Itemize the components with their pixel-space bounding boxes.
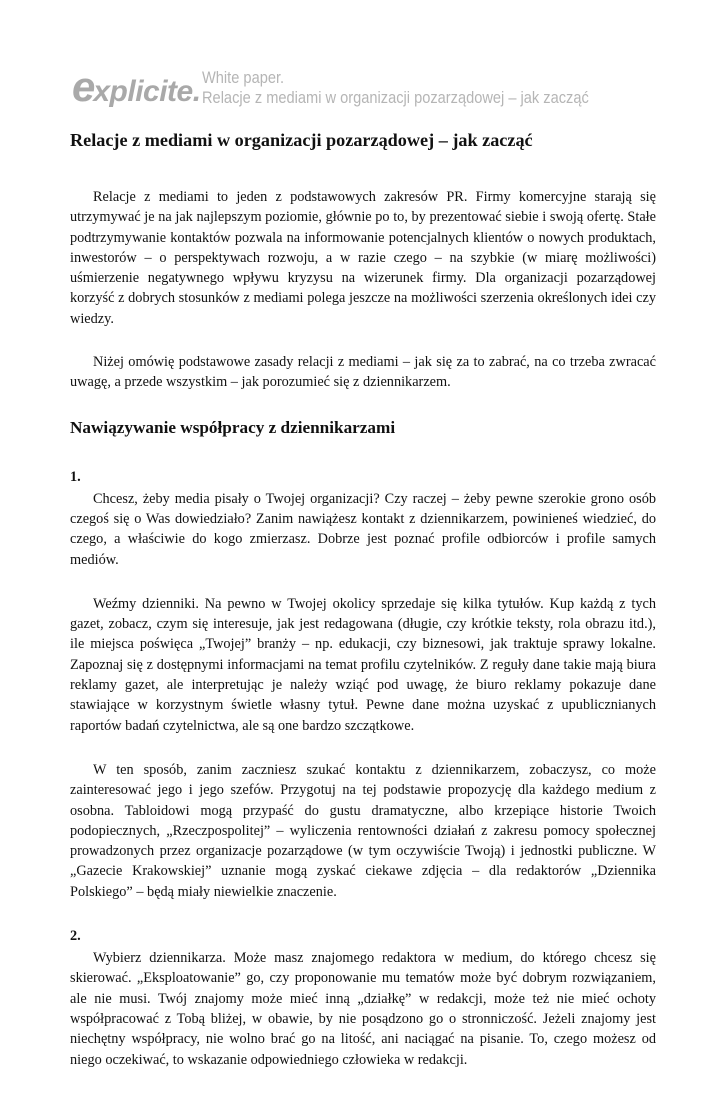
intro-paragraph-2: Niżej omówię podstawowe zasady relacji z mediami – jak się za to zabrać, na co trzeba zwracać uwagę, a przede wszystkim – jak porozumieć się z dziennikarzem. xyxy=(70,354,656,391)
document-title: Relacje z mediami w organizacji pozarządowej – jak zacząć xyxy=(70,130,533,150)
header-caption xyxy=(202,68,589,108)
point-number-2: 2. xyxy=(70,928,81,945)
document-body xyxy=(70,128,656,1093)
logo-wordmark: xplicite. xyxy=(93,75,201,108)
point2-paragraph-1: Wybierz dziennikarza. Może masz znajomego redaktora w medium, do którego chcesz się skierować. „Eksploatowanie” go, czy proponowanie mu tematów może być dobrym rozwiązaniem, ale nie musi. Twój znajomy może mieć inną „działkę” w redakcji, może też nie mieć ochoty współpracować z Tobą bliżej, w obawie, by nie posądzono go o stronniczość. Jeżeli znajomy jest niechętny współpracy, nie wolno brać go na litość, ani naciągać na pisanie. To, czego możesz od niego oczekiwać, to wskazanie odpowiedniego człowieka w redakcji. xyxy=(70,950,656,1068)
header-doc-type: White paper. xyxy=(202,68,285,87)
point-number-1: 1. xyxy=(70,468,81,485)
page-header xyxy=(72,63,592,116)
point1-paragraph-3: W ten sposób, zanim zaczniesz szukać kontaktu z dziennikarzem, zobaczysz, co może zainteresować jego i jego szefów. Przygotuj na tej podstawie propozycję dla każdego medium z osobna. Tabloidowi mogą przypaść do gustu dramatyczne, albo krzepiące historie Twoich podopiecznych, „Rzeczpospolitej” – wyliczenia rentowności działań z zakresu pomocy społecznej prowadzonych przez organizacje pozarządowe (w tym oczywiście Twoją) i jednostki publiczne. W „Gazecie Krakowskiej” uznanie mogą zyskać ciekawe zdjęcia – dla redaktorów „Dziennika Polskiego” – będą miały niewielkie znaczenie. xyxy=(70,761,656,900)
intro-paragraph-1: Relacje z mediami to jeden z podstawowych zakresów PR. Firmy komercyjne starają się utrzymywać je na jak najlepszym poziomie, głównie po to, by prezentować siebie i swoją ofertę. Stałe podtrzymywanie kontaktów pozwala na informowanie potencjalnych klientów o nowych produktach, inwestorów – o perspektywach rozwoju, a w razie czego – na szybkie (w miarę możliwości) uśmierzenie negatywnego wpływu kryzysu na wizerunek firmy. Dla organizacji pozarządowej korzyść z dobrych stosunków z mediami polega jeszcze na możliwości szerzenia określonych idei czy wiedzy. xyxy=(70,189,656,327)
point1-paragraph-1: Chcesz, żeby media pisały o Twojej organizacji? Czy raczej – żeby pewne szerokie grono osób czegoś się o Was dowiedziało? Zanim nawiążesz kontakt z dziennikarzem, powinieneś wiedzieć, do czego, a właściwie do kogo zmierzasz. Dobrze jest poznać profile odbiorców i profile samych mediów. xyxy=(70,490,656,568)
explicite-logo xyxy=(72,63,201,110)
header-doc-title: Relacje z mediami w organizacji pozarządowej – jak zacząć xyxy=(202,88,589,107)
point1-paragraph-2: Weźmy dzienniki. Na pewno w Twojej okolicy sprzedaje się kilka tytułów. Kup każdą z tych gazet, zobacz, czym się interesuje, jak jest redagowana (długie, czy krótkie teksty, rola obrazu itd.), ile miejsca poświęca „Twojej” branży – np. edukacji, czy biznesowi, jak traktuje sprawy lokalne. Zapoznaj się z dostępnymi informacjami na temat profilu czytelników. Z reguły dane takie mają biura reklamy gazet, ale interpretując je należy wziąć pod uwagę, że biuro reklamy pokazuje dane stawiające w korzystnym świetle własny tytuł. Pewne dane można uzyskać z upublicznianych raportów badań czytelnictwa, ale są one bardzo szczątkowe. xyxy=(70,595,656,734)
logo-letter-e: e xyxy=(72,63,94,110)
section-heading: Nawiązywanie współpracy z dziennikarzami xyxy=(70,417,396,437)
